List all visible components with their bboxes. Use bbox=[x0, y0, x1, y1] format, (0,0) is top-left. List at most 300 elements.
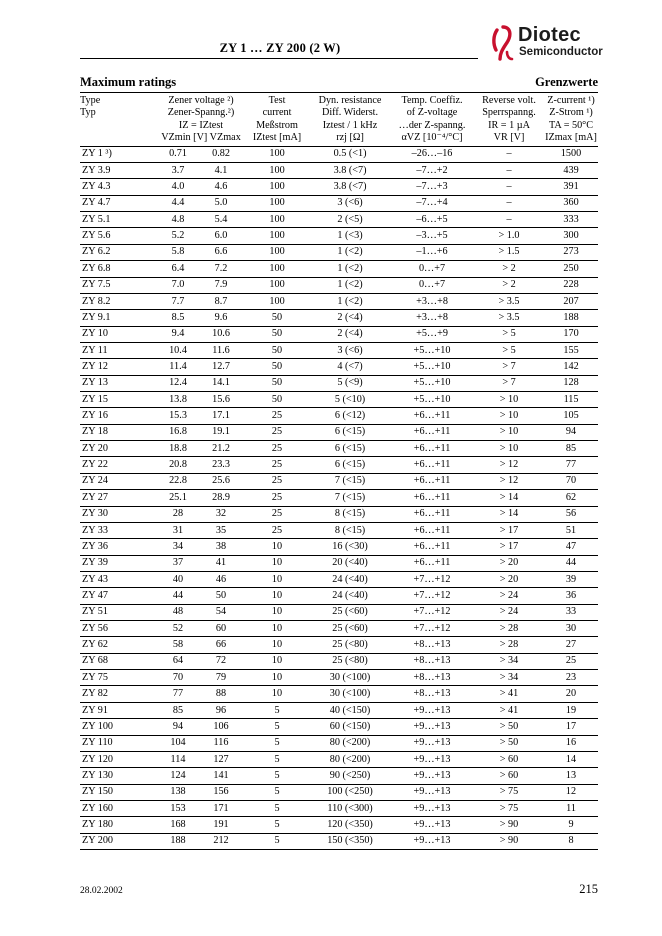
table-row bbox=[80, 621, 598, 637]
cell-type: ZY 11 bbox=[80, 342, 158, 358]
cell-temp-coeff: –7…+4 bbox=[390, 195, 474, 211]
cell-z-current: 33 bbox=[544, 604, 598, 620]
cell-test-current: 10 bbox=[244, 637, 310, 653]
cell-vzmax: 72 bbox=[198, 653, 244, 669]
table-row bbox=[80, 457, 598, 473]
table-row bbox=[80, 179, 598, 195]
cell-type: ZY 91 bbox=[80, 702, 158, 718]
cell-vzmax: 6.6 bbox=[198, 244, 244, 260]
cell-z-current: 439 bbox=[544, 162, 598, 178]
cell-vzmax: 171 bbox=[198, 801, 244, 817]
cell-test-current: 25 bbox=[244, 441, 310, 457]
cell-vzmin: 3.7 bbox=[158, 162, 198, 178]
cell-type: ZY 8.2 bbox=[80, 293, 158, 309]
cell-z-current: 77 bbox=[544, 457, 598, 473]
cell-vzmax: 41 bbox=[198, 555, 244, 571]
cell-test-current: 5 bbox=[244, 719, 310, 735]
cell-temp-coeff: +9…+13 bbox=[390, 751, 474, 767]
cell-vzmax: 4.6 bbox=[198, 179, 244, 195]
table-row bbox=[80, 244, 598, 260]
col-header-z-current: Z-current ¹) Z-Strom ¹) TA = 50°C IZmax [mA] bbox=[544, 95, 598, 146]
cell-temp-coeff: –7…+3 bbox=[390, 179, 474, 195]
cell-type: ZY 10 bbox=[80, 326, 158, 342]
cell-dyn-resistance: 2 (<4) bbox=[310, 310, 390, 326]
cell-vzmax: 23.3 bbox=[198, 457, 244, 473]
cell-temp-coeff: +6…+11 bbox=[390, 473, 474, 489]
cell-dyn-resistance: 110 (<300) bbox=[310, 801, 390, 817]
cell-test-current: 50 bbox=[244, 310, 310, 326]
table-row bbox=[80, 490, 598, 506]
table-row bbox=[80, 261, 598, 277]
cell-vzmin: 15.3 bbox=[158, 408, 198, 424]
cell-dyn-resistance: 150 (<350) bbox=[310, 833, 390, 849]
cell-dyn-resistance: 90 (<250) bbox=[310, 768, 390, 784]
cell-dyn-resistance: 100 (<250) bbox=[310, 784, 390, 800]
table-row bbox=[80, 735, 598, 751]
cell-reverse-voltage: > 10 bbox=[474, 424, 544, 440]
cell-reverse-voltage: – bbox=[474, 146, 544, 162]
cell-vzmax: 19.1 bbox=[198, 424, 244, 440]
cell-vzmin: 114 bbox=[158, 751, 198, 767]
cell-vzmin: 40 bbox=[158, 571, 198, 587]
cell-reverse-voltage: > 7 bbox=[474, 359, 544, 375]
cell-vzmax: 54 bbox=[198, 604, 244, 620]
cell-temp-coeff: +6…+11 bbox=[390, 457, 474, 473]
cell-temp-coeff: +3…+8 bbox=[390, 293, 474, 309]
cell-z-current: 17 bbox=[544, 719, 598, 735]
cell-vzmin: 8.5 bbox=[158, 310, 198, 326]
cell-type: ZY 3.9 bbox=[80, 162, 158, 178]
cell-test-current: 5 bbox=[244, 784, 310, 800]
cell-vzmin: 13.8 bbox=[158, 392, 198, 408]
cell-vzmin: 7.0 bbox=[158, 277, 198, 293]
page-number: 215 bbox=[579, 882, 598, 896]
table-row bbox=[80, 162, 598, 178]
cell-temp-coeff: +6…+11 bbox=[390, 490, 474, 506]
cell-vzmax: 191 bbox=[198, 817, 244, 833]
cell-vzmin: 138 bbox=[158, 784, 198, 800]
cell-test-current: 5 bbox=[244, 702, 310, 718]
cell-type: ZY 51 bbox=[80, 604, 158, 620]
cell-test-current: 100 bbox=[244, 179, 310, 195]
cell-reverse-voltage: – bbox=[474, 212, 544, 228]
cell-vzmin: 168 bbox=[158, 817, 198, 833]
cell-dyn-resistance: 30 (<100) bbox=[310, 686, 390, 702]
cell-vzmax: 11.6 bbox=[198, 342, 244, 358]
cell-reverse-voltage: > 90 bbox=[474, 817, 544, 833]
cell-vzmin: 153 bbox=[158, 801, 198, 817]
cell-temp-coeff: +6…+11 bbox=[390, 539, 474, 555]
cell-temp-coeff: +8…+13 bbox=[390, 686, 474, 702]
cell-type: ZY 7.5 bbox=[80, 277, 158, 293]
cell-vzmin: 10.4 bbox=[158, 342, 198, 358]
cell-vzmin: 4.0 bbox=[158, 179, 198, 195]
cell-vzmin: 18.8 bbox=[158, 441, 198, 457]
cell-temp-coeff: +6…+11 bbox=[390, 441, 474, 457]
cell-temp-coeff: +9…+13 bbox=[390, 702, 474, 718]
cell-vzmin: 124 bbox=[158, 768, 198, 784]
cell-temp-coeff: +5…+10 bbox=[390, 375, 474, 391]
cell-test-current: 10 bbox=[244, 670, 310, 686]
cell-dyn-resistance: 1 (<2) bbox=[310, 244, 390, 260]
table-row bbox=[80, 326, 598, 342]
cell-test-current: 10 bbox=[244, 539, 310, 555]
section-title-de: Grenzwerte bbox=[535, 75, 598, 89]
cell-reverse-voltage: – bbox=[474, 195, 544, 211]
table-row bbox=[80, 293, 598, 309]
cell-temp-coeff: –26…–16 bbox=[390, 146, 474, 162]
cell-type: ZY 30 bbox=[80, 506, 158, 522]
cell-vzmax: 96 bbox=[198, 702, 244, 718]
cell-vzmin: 188 bbox=[158, 833, 198, 849]
cell-vzmax: 15.6 bbox=[198, 392, 244, 408]
cell-temp-coeff: +9…+13 bbox=[390, 784, 474, 800]
table-row bbox=[80, 146, 598, 162]
cell-dyn-resistance: 8 (<15) bbox=[310, 506, 390, 522]
cell-vzmax: 60 bbox=[198, 621, 244, 637]
cell-z-current: 20 bbox=[544, 686, 598, 702]
cell-type: ZY 36 bbox=[80, 539, 158, 555]
cell-z-current: 44 bbox=[544, 555, 598, 571]
cell-reverse-voltage: > 7 bbox=[474, 375, 544, 391]
cell-dyn-resistance: 6 (<15) bbox=[310, 424, 390, 440]
cell-type: ZY 20 bbox=[80, 441, 158, 457]
cell-test-current: 100 bbox=[244, 228, 310, 244]
cell-vzmin: 31 bbox=[158, 522, 198, 538]
cell-vzmin: 70 bbox=[158, 670, 198, 686]
cell-reverse-voltage: > 12 bbox=[474, 457, 544, 473]
cell-reverse-voltage: > 5 bbox=[474, 342, 544, 358]
cell-type: ZY 9.1 bbox=[80, 310, 158, 326]
diotec-logo-icon bbox=[489, 24, 515, 62]
cell-vzmin: 48 bbox=[158, 604, 198, 620]
cell-vzmin: 16.8 bbox=[158, 424, 198, 440]
cell-reverse-voltage: > 34 bbox=[474, 670, 544, 686]
cell-temp-coeff: +8…+13 bbox=[390, 637, 474, 653]
cell-test-current: 5 bbox=[244, 735, 310, 751]
table-row bbox=[80, 833, 598, 849]
cell-reverse-voltage: > 90 bbox=[474, 833, 544, 849]
cell-vzmin: 58 bbox=[158, 637, 198, 653]
cell-dyn-resistance: 80 (<200) bbox=[310, 735, 390, 751]
table-row bbox=[80, 277, 598, 293]
cell-temp-coeff: +3…+8 bbox=[390, 310, 474, 326]
cell-type: ZY 56 bbox=[80, 621, 158, 637]
table-header bbox=[80, 95, 598, 146]
cell-z-current: 30 bbox=[544, 621, 598, 637]
cell-dyn-resistance: 1 (<2) bbox=[310, 261, 390, 277]
cell-type: ZY 62 bbox=[80, 637, 158, 653]
cell-vzmax: 141 bbox=[198, 768, 244, 784]
cell-reverse-voltage: > 41 bbox=[474, 686, 544, 702]
cell-reverse-voltage: > 60 bbox=[474, 751, 544, 767]
table-row bbox=[80, 539, 598, 555]
table-row bbox=[80, 424, 598, 440]
col-header-dyn-resistance: Dyn. resistance Diff. Widerst. Iztest / 1 kHz rzj [Ω] bbox=[310, 95, 390, 146]
cell-vzmin: 37 bbox=[158, 555, 198, 571]
cell-test-current: 100 bbox=[244, 261, 310, 277]
cell-temp-coeff: –3…+5 bbox=[390, 228, 474, 244]
cell-z-current: 23 bbox=[544, 670, 598, 686]
cell-dyn-resistance: 4 (<7) bbox=[310, 359, 390, 375]
section-divider bbox=[80, 92, 598, 93]
cell-z-current: 391 bbox=[544, 179, 598, 195]
footer-date: 28.02.2002 bbox=[80, 886, 123, 896]
cell-temp-coeff: +6…+11 bbox=[390, 408, 474, 424]
table-row bbox=[80, 408, 598, 424]
table-row bbox=[80, 473, 598, 489]
cell-test-current: 5 bbox=[244, 833, 310, 849]
cell-vzmax: 212 bbox=[198, 833, 244, 849]
cell-vzmax: 14.1 bbox=[198, 375, 244, 391]
cell-vzmax: 66 bbox=[198, 637, 244, 653]
cell-vzmin: 12.4 bbox=[158, 375, 198, 391]
cell-type: ZY 82 bbox=[80, 686, 158, 702]
cell-z-current: 51 bbox=[544, 522, 598, 538]
cell-vzmin: 77 bbox=[158, 686, 198, 702]
table-row bbox=[80, 751, 598, 767]
cell-type: ZY 33 bbox=[80, 522, 158, 538]
cell-type: ZY 5.1 bbox=[80, 212, 158, 228]
cell-temp-coeff: +6…+11 bbox=[390, 522, 474, 538]
cell-vzmax: 6.0 bbox=[198, 228, 244, 244]
cell-dyn-resistance: 60 (<150) bbox=[310, 719, 390, 735]
cell-reverse-voltage: > 10 bbox=[474, 392, 544, 408]
cell-reverse-voltage: – bbox=[474, 179, 544, 195]
cell-dyn-resistance: 7 (<15) bbox=[310, 473, 390, 489]
cell-reverse-voltage: > 1.0 bbox=[474, 228, 544, 244]
cell-test-current: 50 bbox=[244, 359, 310, 375]
cell-dyn-resistance: 3 (<6) bbox=[310, 195, 390, 211]
cell-temp-coeff: –1…+6 bbox=[390, 244, 474, 260]
col-header-reverse-voltage: Reverse volt. Sperrspanng. IR = 1 µA VR [V] bbox=[474, 95, 544, 146]
cell-test-current: 100 bbox=[244, 277, 310, 293]
cell-temp-coeff: +7…+12 bbox=[390, 621, 474, 637]
table-row bbox=[80, 588, 598, 604]
cell-dyn-resistance: 3.8 (<7) bbox=[310, 179, 390, 195]
col-header-test-current: Test current Meßstrom IZtest [mA] bbox=[244, 95, 310, 146]
cell-dyn-resistance: 6 (<15) bbox=[310, 441, 390, 457]
cell-temp-coeff: +5…+9 bbox=[390, 326, 474, 342]
cell-test-current: 25 bbox=[244, 473, 310, 489]
table-row bbox=[80, 375, 598, 391]
cell-test-current: 100 bbox=[244, 195, 310, 211]
cell-type: ZY 180 bbox=[80, 817, 158, 833]
cell-test-current: 10 bbox=[244, 555, 310, 571]
cell-vzmin: 4.8 bbox=[158, 212, 198, 228]
cell-type: ZY 6.2 bbox=[80, 244, 158, 260]
cell-dyn-resistance: 120 (<350) bbox=[310, 817, 390, 833]
cell-temp-coeff: +9…+13 bbox=[390, 817, 474, 833]
cell-vzmax: 35 bbox=[198, 522, 244, 538]
cell-vzmin: 104 bbox=[158, 735, 198, 751]
cell-dyn-resistance: 2 (<4) bbox=[310, 326, 390, 342]
cell-z-current: 9 bbox=[544, 817, 598, 833]
cell-vzmax: 28.9 bbox=[198, 490, 244, 506]
section-heading bbox=[80, 75, 598, 93]
cell-test-current: 50 bbox=[244, 375, 310, 391]
table-row bbox=[80, 817, 598, 833]
cell-dyn-resistance: 25 (<60) bbox=[310, 621, 390, 637]
cell-reverse-voltage: > 28 bbox=[474, 621, 544, 637]
cell-test-current: 25 bbox=[244, 408, 310, 424]
cell-test-current: 25 bbox=[244, 506, 310, 522]
logo-subtitle: Semiconductor bbox=[519, 46, 603, 58]
page-title: ZY 1 … ZY 200 (2 W) bbox=[219, 41, 341, 55]
cell-test-current: 50 bbox=[244, 326, 310, 342]
cell-vzmax: 50 bbox=[198, 588, 244, 604]
col-header-temp-coeff: Temp. Coeffiz. of Z-voltage …der Z-spanng. αVZ [10⁻⁴/°C] bbox=[390, 95, 474, 146]
cell-temp-coeff: 0…+7 bbox=[390, 277, 474, 293]
table-row bbox=[80, 212, 598, 228]
cell-reverse-voltage: > 2 bbox=[474, 277, 544, 293]
cell-z-current: 13 bbox=[544, 768, 598, 784]
cell-test-current: 100 bbox=[244, 293, 310, 309]
cell-dyn-resistance: 6 (<15) bbox=[310, 457, 390, 473]
col-header-type: Type Typ bbox=[80, 95, 158, 146]
cell-test-current: 10 bbox=[244, 604, 310, 620]
cell-reverse-voltage: > 2 bbox=[474, 261, 544, 277]
table-row bbox=[80, 195, 598, 211]
cell-z-current: 115 bbox=[544, 392, 598, 408]
cell-vzmax: 17.1 bbox=[198, 408, 244, 424]
cell-type: ZY 100 bbox=[80, 719, 158, 735]
cell-dyn-resistance: 8 (<15) bbox=[310, 522, 390, 538]
cell-type: ZY 75 bbox=[80, 670, 158, 686]
table-row bbox=[80, 686, 598, 702]
cell-test-current: 25 bbox=[244, 424, 310, 440]
cell-reverse-voltage: > 24 bbox=[474, 604, 544, 620]
cell-reverse-voltage: > 34 bbox=[474, 653, 544, 669]
cell-temp-coeff: +9…+13 bbox=[390, 735, 474, 751]
cell-type: ZY 5.6 bbox=[80, 228, 158, 244]
cell-reverse-voltage: > 50 bbox=[474, 719, 544, 735]
table-body bbox=[80, 146, 598, 849]
cell-temp-coeff: +6…+11 bbox=[390, 424, 474, 440]
cell-z-current: 39 bbox=[544, 571, 598, 587]
cell-z-current: 250 bbox=[544, 261, 598, 277]
cell-temp-coeff: –6…+5 bbox=[390, 212, 474, 228]
cell-reverse-voltage: > 3.5 bbox=[474, 310, 544, 326]
cell-test-current: 25 bbox=[244, 490, 310, 506]
cell-dyn-resistance: 0.5 (<1) bbox=[310, 146, 390, 162]
cell-vzmin: 4.4 bbox=[158, 195, 198, 211]
cell-type: ZY 16 bbox=[80, 408, 158, 424]
cell-reverse-voltage: > 75 bbox=[474, 801, 544, 817]
cell-temp-coeff: +5…+10 bbox=[390, 342, 474, 358]
cell-z-current: 12 bbox=[544, 784, 598, 800]
cell-vzmax: 106 bbox=[198, 719, 244, 735]
table-row bbox=[80, 342, 598, 358]
cell-type: ZY 22 bbox=[80, 457, 158, 473]
table-row bbox=[80, 702, 598, 718]
cell-reverse-voltage: > 14 bbox=[474, 506, 544, 522]
cell-z-current: 94 bbox=[544, 424, 598, 440]
cell-z-current: 142 bbox=[544, 359, 598, 375]
table-row bbox=[80, 784, 598, 800]
cell-dyn-resistance: 30 (<100) bbox=[310, 670, 390, 686]
table-row bbox=[80, 310, 598, 326]
cell-test-current: 100 bbox=[244, 244, 310, 260]
cell-dyn-resistance: 1 (<2) bbox=[310, 277, 390, 293]
cell-vzmax: 46 bbox=[198, 571, 244, 587]
cell-vzmin: 28 bbox=[158, 506, 198, 522]
cell-reverse-voltage: > 24 bbox=[474, 588, 544, 604]
cell-z-current: 1500 bbox=[544, 146, 598, 162]
cell-dyn-resistance: 3 (<6) bbox=[310, 342, 390, 358]
cell-vzmin: 34 bbox=[158, 539, 198, 555]
cell-vzmax: 88 bbox=[198, 686, 244, 702]
cell-vzmin: 6.4 bbox=[158, 261, 198, 277]
cell-z-current: 27 bbox=[544, 637, 598, 653]
cell-vzmax: 116 bbox=[198, 735, 244, 751]
cell-test-current: 100 bbox=[244, 146, 310, 162]
cell-dyn-resistance: 5 (<10) bbox=[310, 392, 390, 408]
cell-dyn-resistance: 3.8 (<7) bbox=[310, 162, 390, 178]
cell-vzmax: 12.7 bbox=[198, 359, 244, 375]
cell-temp-coeff: –7…+2 bbox=[390, 162, 474, 178]
cell-z-current: 128 bbox=[544, 375, 598, 391]
table-row bbox=[80, 653, 598, 669]
cell-type: ZY 110 bbox=[80, 735, 158, 751]
cell-dyn-resistance: 24 (<40) bbox=[310, 571, 390, 587]
cell-reverse-voltage: > 50 bbox=[474, 735, 544, 751]
cell-dyn-resistance: 25 (<80) bbox=[310, 653, 390, 669]
table-row bbox=[80, 506, 598, 522]
cell-vzmin: 5.2 bbox=[158, 228, 198, 244]
cell-z-current: 228 bbox=[544, 277, 598, 293]
cell-dyn-resistance: 20 (<40) bbox=[310, 555, 390, 571]
cell-temp-coeff: 0…+7 bbox=[390, 261, 474, 277]
cell-vzmax: 21.2 bbox=[198, 441, 244, 457]
cell-z-current: 105 bbox=[544, 408, 598, 424]
cell-z-current: 14 bbox=[544, 751, 598, 767]
cell-vzmax: 79 bbox=[198, 670, 244, 686]
cell-test-current: 25 bbox=[244, 457, 310, 473]
cell-temp-coeff: +9…+13 bbox=[390, 719, 474, 735]
cell-test-current: 100 bbox=[244, 162, 310, 178]
cell-test-current: 5 bbox=[244, 817, 310, 833]
col-header-zener-voltage: Zener voltage ²) Zener-Spanng.²) IZ = IZtest VZmin [V] VZmax bbox=[158, 95, 244, 146]
cell-type: ZY 27 bbox=[80, 490, 158, 506]
cell-type: ZY 43 bbox=[80, 571, 158, 587]
cell-reverse-voltage: > 60 bbox=[474, 768, 544, 784]
table-row bbox=[80, 441, 598, 457]
table-row bbox=[80, 604, 598, 620]
cell-test-current: 10 bbox=[244, 686, 310, 702]
table-row bbox=[80, 522, 598, 538]
cell-temp-coeff: +8…+13 bbox=[390, 653, 474, 669]
cell-vzmax: 8.7 bbox=[198, 293, 244, 309]
cell-reverse-voltage: > 14 bbox=[474, 490, 544, 506]
cell-z-current: 25 bbox=[544, 653, 598, 669]
cell-z-current: 360 bbox=[544, 195, 598, 211]
cell-vzmax: 32 bbox=[198, 506, 244, 522]
cell-z-current: 11 bbox=[544, 801, 598, 817]
cell-z-current: 56 bbox=[544, 506, 598, 522]
cell-vzmax: 127 bbox=[198, 751, 244, 767]
cell-reverse-voltage: > 1.5 bbox=[474, 244, 544, 260]
cell-reverse-voltage: > 17 bbox=[474, 522, 544, 538]
cell-type: ZY 4.3 bbox=[80, 179, 158, 195]
table-row bbox=[80, 392, 598, 408]
cell-dyn-resistance: 1 (<2) bbox=[310, 293, 390, 309]
cell-temp-coeff: +7…+12 bbox=[390, 604, 474, 620]
cell-test-current: 10 bbox=[244, 588, 310, 604]
cell-reverse-voltage: > 10 bbox=[474, 441, 544, 457]
cell-z-current: 16 bbox=[544, 735, 598, 751]
table-row bbox=[80, 359, 598, 375]
